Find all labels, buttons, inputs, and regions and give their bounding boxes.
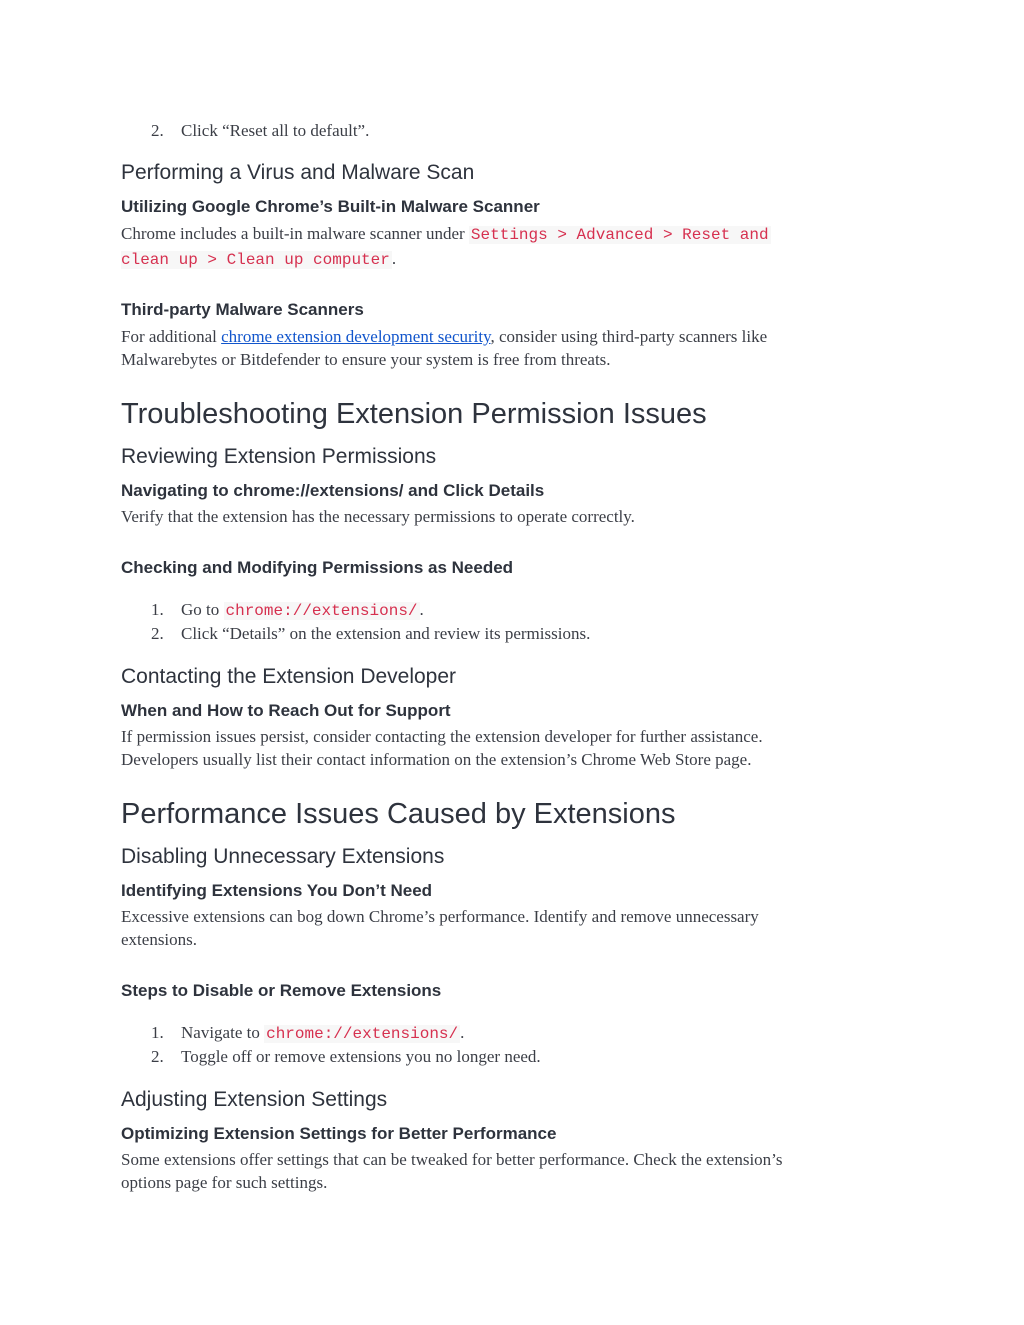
page-heading: Performance Issues Caused by Extensions [121,798,676,830]
section-heading: Contacting the Extension Developer [121,665,457,688]
paragraph-text: , consider using third-party scanners like [490,327,768,346]
subsection-heading: Identifying Extensions You Don’t Need [121,881,433,900]
subsection-heading: Checking and Modifying Permissions as Needed [121,558,514,577]
paragraph [121,327,767,347]
list-number: 1. [151,1023,164,1042]
code-snippet: chrome://extensions/ [225,602,418,620]
section-heading: Reviewing Extension Permissions [121,445,437,468]
subsection-heading: Steps to Disable or Remove Extensions [121,981,442,1000]
paragraph [121,224,771,244]
paragraph: Excessive extensions can bog down Chrome’s performance. Identify and remove unnecessary [121,907,759,926]
subsection-heading: Third-party Malware Scanners [121,300,364,319]
list-item [181,600,424,620]
list-item: Click “Reset all to default”. [181,121,370,140]
paragraph-text: For additional [121,327,222,346]
subsection-heading: Utilizing Google Chrome’s Built-in Malware Scanner [121,197,540,216]
list-number: 1. [151,600,164,619]
list-number: 2. [151,624,164,643]
list-item [181,1023,464,1043]
paragraph-text: Chrome includes a built-in malware scanner under [121,224,469,243]
paragraph-continued: Malwarebytes or Bitdefender to ensure your system is free from threats. [121,350,611,369]
code-snippet: clean up > Clean up computer [121,251,390,269]
subsection-heading: When and How to Reach Out for Support [121,701,451,720]
chrome-extension-security-link[interactable]: chrome extension development security [221,327,491,346]
paragraph: Some extensions offer settings that can be tweaked for better performance. Check the extension’s [121,1150,783,1169]
section-heading: Disabling Unnecessary Extensions [121,845,445,868]
section-heading: Performing a Virus and Malware Scan [121,161,475,184]
list-item-text: . [419,600,424,619]
list-item: Click “Details” on the extension and review its permissions. [181,624,591,643]
page-heading: Troubleshooting Extension Permission Issues [121,398,707,430]
list-item-text: . [460,1023,465,1042]
subsection-heading: Navigating to chrome://extensions/ and Click Details [121,481,545,500]
subsection-heading: Optimizing Extension Settings for Better Performance [121,1124,557,1143]
list-number: 2. [151,121,164,140]
paragraph: If permission issues persist, consider contacting the extension developer for further assistance. [121,727,763,746]
code-snippet: Settings > Advanced > Reset and [470,226,769,244]
paragraph-continued [121,249,396,269]
paragraph-continued: extensions. [121,930,198,949]
list-item: Toggle off or remove extensions you no longer need. [181,1047,541,1066]
list-item-text: Navigate to [181,1023,265,1042]
code-snippet: chrome://extensions/ [266,1025,459,1043]
paragraph-continued: Developers usually list their contact information on the extension’s Chrome Web Store page. [121,750,752,769]
list-number: 2. [151,1047,164,1066]
paragraph-text: . [391,249,397,268]
paragraph: Verify that the extension has the necessary permissions to operate correctly. [121,507,635,526]
list-item-text: Go to [181,600,224,619]
paragraph-continued: options page for such settings. [121,1173,328,1192]
section-heading: Adjusting Extension Settings [121,1088,388,1111]
